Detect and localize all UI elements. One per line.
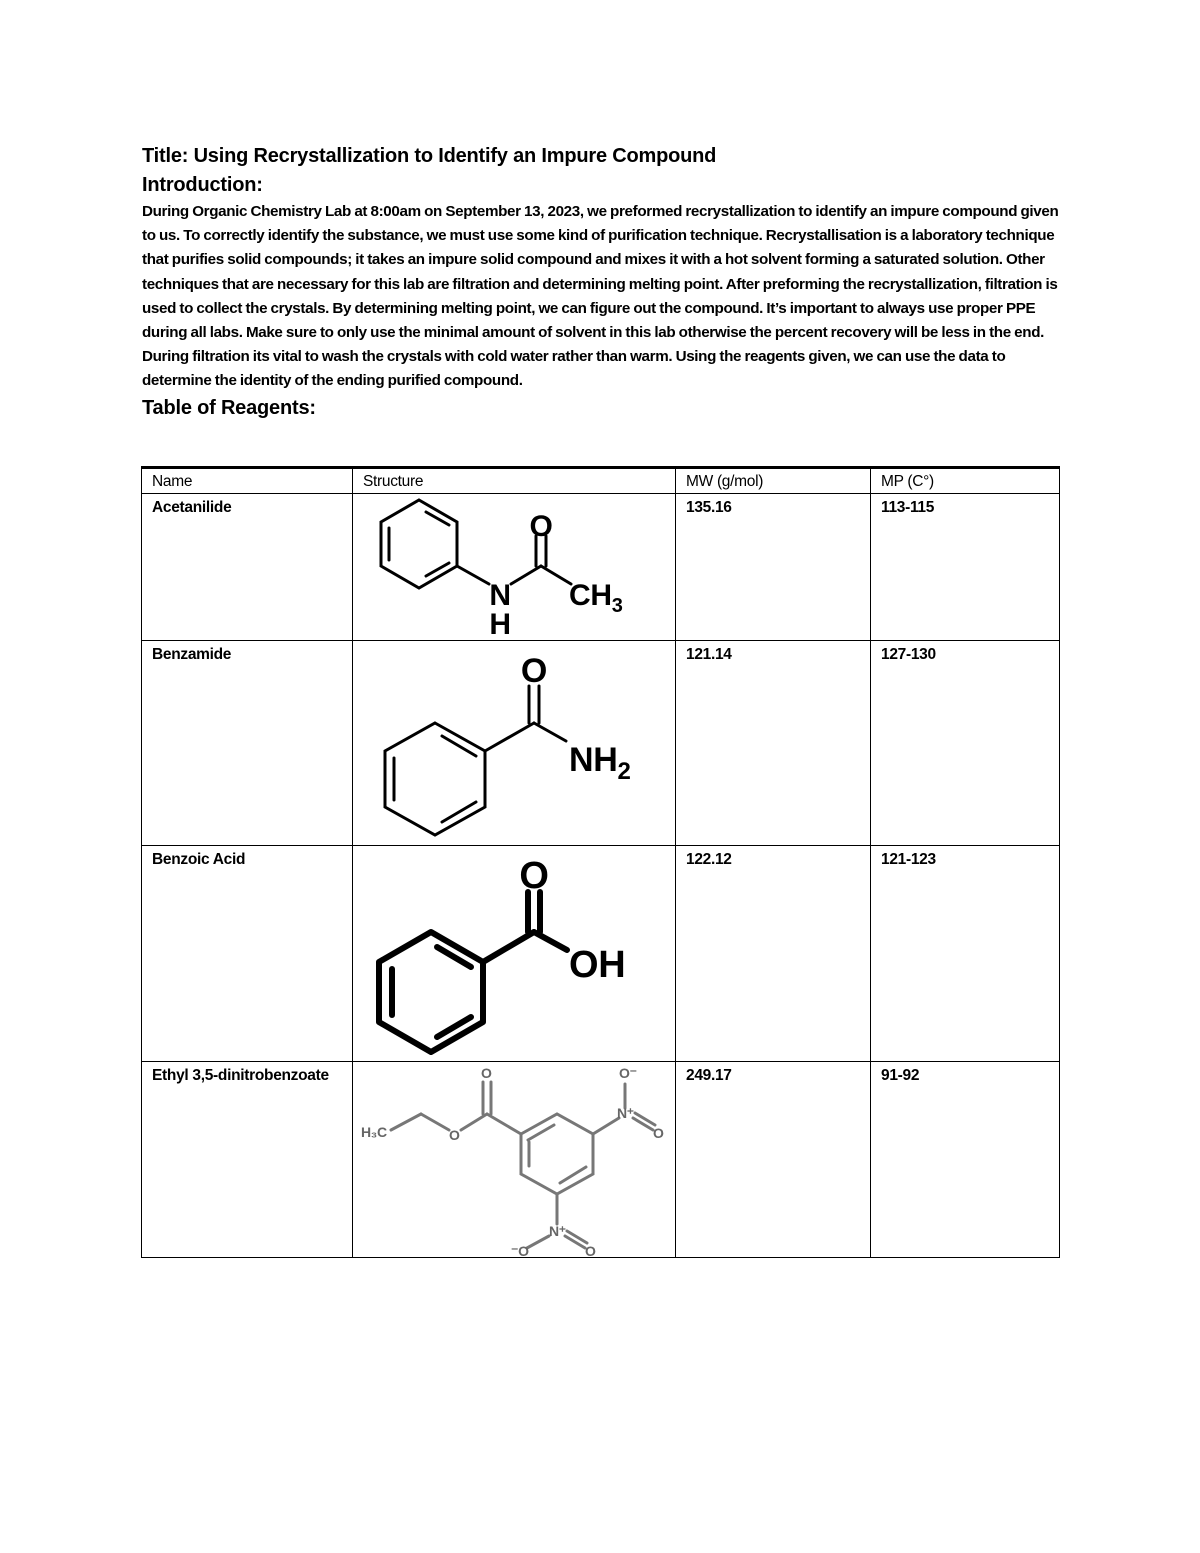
nitrogen-label: N: [489, 579, 511, 612]
header-mw: MW (g/mol): [676, 468, 871, 494]
introduction-heading: Introduction:: [142, 174, 263, 196]
table-row: [142, 846, 1060, 1062]
header-name: Name: [142, 468, 353, 494]
bottom-nitro-o-minus-label: ⁻O: [511, 1243, 529, 1257]
reagent-mp: 127-130: [871, 641, 1060, 846]
bottom-nitro-o-label: O: [585, 1243, 596, 1257]
header-structure: Structure: [353, 468, 676, 494]
benzamide-structure-icon: [353, 641, 676, 846]
reagent-name: Benzamide: [142, 641, 353, 846]
document-title: Title: Using Recrystallization to Identify an Impure Compound: [142, 145, 717, 167]
reagent-name: Ethyl 3,5-dinitrobenzoate: [142, 1062, 353, 1258]
top-nitro-n-label: N⁺: [617, 1105, 634, 1121]
header-mp: MP (C°): [871, 468, 1060, 494]
reagent-mw: 121.14: [676, 641, 871, 846]
introduction-paragraph: During Organic Chemistry Lab at 8:00am on September 13, 2023, we preformed recrystallization to identify an impure compound given to us. To correctly identify the substance, we must use some kind of purification technique. Recrystallisation is a laboratory technique that purifies solid compounds; it takes an impure solid compound and mixes it with a hot solvent forming a saturated solution. Other techniques that are necessary for this lab are filtration and determining melting point. After preforming the recrystallization, filtration is used to collect the crystals. By determining melting point, we can figure out the compound. It’s important to always use proper PPE during all labs. Make sure to only use the minimal amount of solvent in this lab otherwise the percent recovery will be less in the end. During filtration its vital to wash the crystals with cold water rather than warm. Using the reagents given, we can use the data to determine the identity of the ending purified compound.: [142, 203, 1059, 390]
reagent-name: Acetanilide: [142, 494, 353, 641]
ethyl-h3c-label: H₃C: [361, 1124, 387, 1140]
bottom-nitro-n-label: N⁺: [549, 1223, 566, 1239]
amine-nh-text: NH: [569, 741, 618, 779]
top-nitro-o-minus-label: O⁻: [619, 1065, 637, 1081]
methyl-label: [569, 579, 623, 617]
amine-subscript: 2: [617, 758, 631, 785]
amine-label: [569, 741, 631, 785]
top-nitro-o-label: O: [653, 1125, 664, 1141]
oxygen-label: O: [520, 652, 548, 690]
reagent-name: Benzoic Acid: [142, 846, 353, 1062]
reagents-table: [141, 466, 1060, 1258]
oxygen-label: O: [519, 855, 549, 897]
table-header-row: [142, 468, 1060, 494]
table-row: [142, 494, 1060, 641]
methyl-subscript: 3: [611, 595, 623, 617]
carbonyl-oxygen-label: O: [481, 1065, 492, 1081]
oxygen-label: O: [529, 510, 553, 543]
reagent-mp: 113-115: [871, 494, 1060, 641]
reagent-mw: 135.16: [676, 494, 871, 641]
reagent-mp: 121-123: [871, 846, 1060, 1062]
table-heading: Table of Reagents:: [142, 396, 316, 419]
reagent-mw: 249.17: [676, 1062, 871, 1258]
document-body: [142, 142, 1059, 423]
ester-oxygen-label: O: [449, 1127, 460, 1143]
ethyl-dinitrobenzoate-structure-icon: [353, 1062, 676, 1258]
reagent-mp: 91-92: [871, 1062, 1060, 1258]
benzoic-acid-structure-icon: [353, 846, 676, 1062]
table-row: [142, 641, 1060, 846]
acetanilide-structure-icon: [353, 494, 676, 641]
hydroxyl-label: OH: [569, 944, 626, 986]
hydrogen-label: H: [489, 608, 511, 640]
methyl-ch-text: CH: [569, 579, 612, 612]
reagent-mw: 122.12: [676, 846, 871, 1062]
table-row: [142, 1062, 1060, 1258]
